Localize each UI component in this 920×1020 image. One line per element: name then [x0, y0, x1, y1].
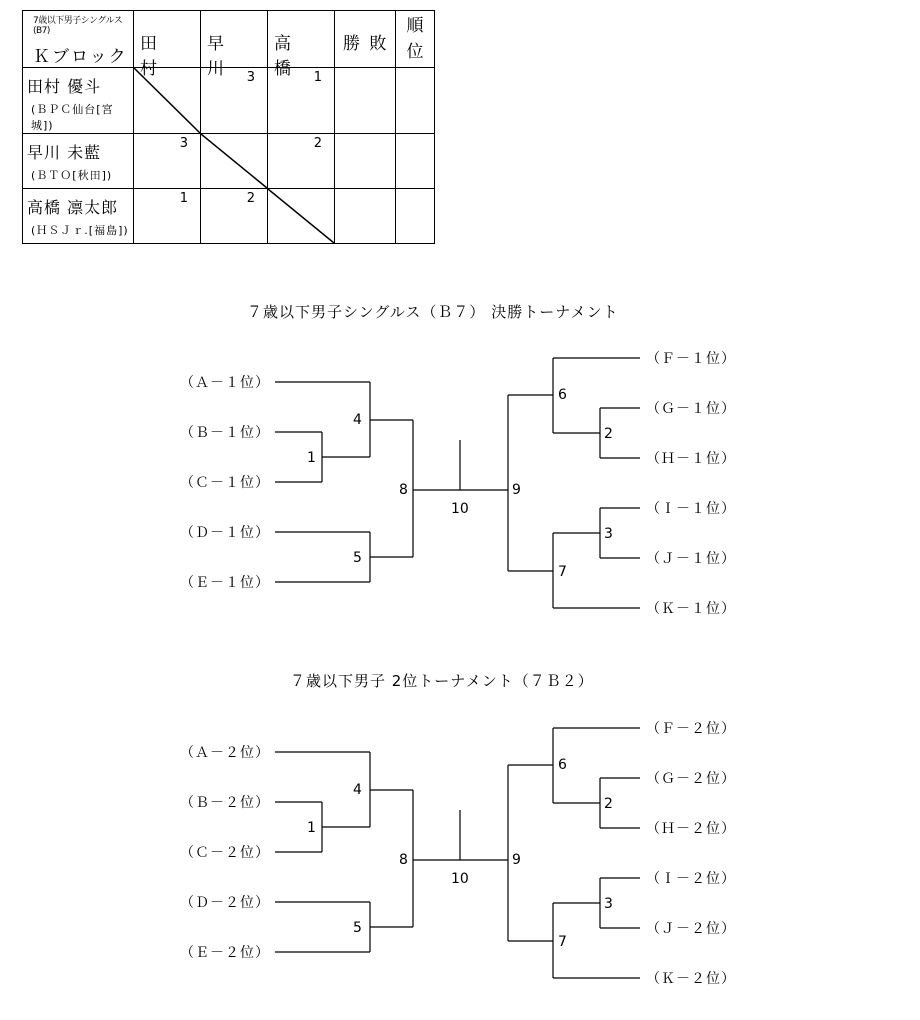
score-cell: 2	[268, 134, 335, 189]
player-club: (ＨＳＪｒ.[福島])	[31, 224, 129, 237]
entry-right: （Ｇ－２位）	[646, 771, 736, 787]
player-cell-1	[23, 68, 134, 134]
win-loss-cell	[335, 189, 396, 244]
match-number: 4	[353, 782, 362, 798]
entry-left: （Ｅ－１位）	[180, 575, 270, 591]
entry-left: （Ｄ－１位）	[180, 525, 270, 541]
rank-cell	[396, 189, 435, 244]
match-number: 10	[451, 501, 469, 517]
score-cell: 1	[268, 68, 335, 134]
entry-right: （Ｊ－２位）	[646, 921, 736, 937]
league-category: 7歳以下男子シングルス(B7)	[33, 16, 123, 36]
entry-right: （Ｊ－１位）	[646, 551, 736, 567]
player-name: 早川 未藍	[27, 143, 102, 162]
entry-right: （Ｉ－２位）	[646, 871, 736, 887]
bracket1-title: ７歳以下男子シングルス（Ｂ７） 決勝トーナメント	[247, 303, 619, 321]
match-number: 1	[307, 450, 316, 466]
diagonal-cell	[201, 134, 268, 189]
entry-right: （Ｇ－１位）	[646, 401, 736, 417]
entry-left: （Ｃ－２位）	[180, 845, 270, 861]
entry-right: （Ｋ－１位）	[646, 601, 736, 617]
entry-right: （Ｈ－２位）	[646, 821, 736, 837]
match-number: 2	[604, 426, 613, 442]
match-number: 4	[353, 412, 362, 428]
rank-cell	[396, 134, 435, 189]
match-number: 5	[353, 920, 362, 936]
bracket-lines	[0, 330, 920, 650]
player-name: 高橋 凛太郎	[27, 198, 119, 217]
match-number: 10	[451, 871, 469, 887]
match-number: 6	[558, 757, 567, 773]
match-number: 9	[512, 482, 521, 498]
opponent-header-1: 田 村	[134, 11, 201, 68]
score-cell: 3	[201, 68, 268, 134]
match-number: 3	[604, 526, 613, 542]
player-cell-3	[23, 189, 134, 244]
match-number: 5	[353, 550, 362, 566]
win-loss-cell	[335, 134, 396, 189]
opponent-header-2: 早 川	[201, 11, 268, 68]
match-number: 2	[604, 796, 613, 812]
match-number: 7	[558, 934, 567, 950]
entry-left: （Ａ－２位）	[180, 745, 270, 761]
bracket2-title: ７歳以下男子 2位トーナメント（７Ｂ２）	[290, 672, 594, 690]
match-number: 6	[558, 387, 567, 403]
rank-header: 順 位	[396, 11, 435, 68]
match-number: 8	[399, 482, 408, 498]
opponent-header-3: 高 橋	[268, 11, 335, 68]
win-loss-cell	[335, 68, 396, 134]
match-number: 3	[604, 896, 613, 912]
diagonal-cell	[268, 189, 335, 244]
rank-cell	[396, 68, 435, 134]
diagonal-cell	[134, 68, 201, 134]
entry-left: （Ｂ－２位）	[180, 795, 270, 811]
entry-left: （Ｄ－２位）	[180, 895, 270, 911]
bracket-lines	[0, 700, 920, 1020]
match-number: 9	[512, 852, 521, 868]
entry-right: （Ｆ－１位）	[646, 351, 736, 367]
entry-right: （Ｈ－１位）	[646, 451, 736, 467]
league-table	[22, 10, 435, 244]
entry-right: （Ｉ－１位）	[646, 501, 736, 517]
league-header-cell	[23, 11, 134, 68]
entry-left: （Ｃ－１位）	[180, 475, 270, 491]
entry-left: （Ａ－１位）	[180, 375, 270, 391]
player-name: 田村 優斗	[27, 77, 102, 96]
match-number: 1	[307, 820, 316, 836]
win-loss-header: 勝 敗	[335, 11, 396, 68]
entry-left: （Ｅ－２位）	[180, 945, 270, 961]
score-cell: 2	[201, 189, 268, 244]
match-number: 8	[399, 852, 408, 868]
score-cell: 1	[134, 189, 201, 244]
entry-right: （Ｆ－２位）	[646, 721, 736, 737]
entry-right: （Ｋ－２位）	[646, 971, 736, 987]
player-cell-2	[23, 134, 134, 189]
score-cell: 3	[134, 134, 201, 189]
player-club: (ＢＰＣ仙台[宮城])	[31, 103, 114, 132]
league-block: Ｋブロック	[33, 47, 128, 67]
entry-left: （Ｂ－１位）	[180, 425, 270, 441]
player-club: (ＢＴＯ[秋田])	[31, 169, 113, 182]
match-number: 7	[558, 564, 567, 580]
